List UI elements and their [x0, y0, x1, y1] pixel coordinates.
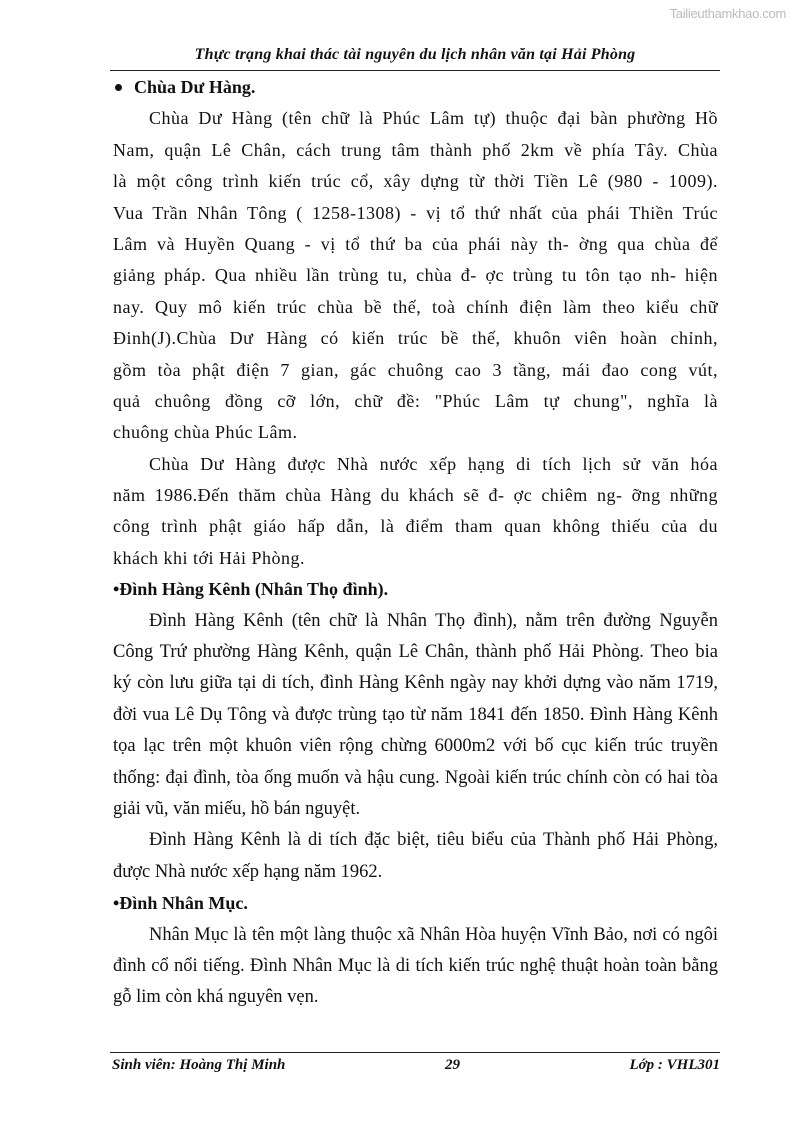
- paragraph-line: Chùa Dư Hàng (tên chữ là Phúc Lâm tự) thuộc đại bàn phường Hồ: [149, 108, 718, 129]
- paragraph-line: được Nhà nước xếp hạng năm 1962.: [113, 861, 383, 882]
- paragraph-line: khách khi tới Hải Phòng.: [113, 547, 305, 568]
- footer-class: Lớp : VHL301: [629, 1057, 720, 1073]
- section-heading: [113, 574, 718, 605]
- page-footer: [110, 1057, 720, 1079]
- section-heading-text: •Đình Nhân Mục.: [113, 893, 248, 914]
- footer-rule: [110, 1052, 720, 1053]
- paragraph-line: Vua Trần Nhân Tông ( 1258-1308) - vị tổ thứ nhất của phái Thiền Trúc: [113, 202, 718, 223]
- paragraph-line: đời vua Lê Dụ Tông và được trùng tạo từ năm 1841 đến 1850. Đình Hàng Kênh: [113, 704, 718, 725]
- paragraph-line: giải vũ, văn miếu, hồ bán nguyệt.: [113, 798, 361, 819]
- section-heading-text: •Đình Hàng Kênh (Nhân Thọ đình).: [113, 579, 389, 600]
- page-number: 29: [445, 1057, 460, 1073]
- paragraph-line: Chùa Dư Hàng được Nhà nước xếp hạng di tích lịch sử văn hóa: [149, 453, 718, 474]
- paragraph-line: nay. Quy mô kiến trúc chùa bề thế, toà chính điện làm theo kiểu chữ: [113, 296, 718, 317]
- paragraph-line: công trình phật giáo hấp dẫn, là điểm tham quan không thiếu của du: [113, 516, 718, 537]
- paragraph-line: quả chuông đồng cỡ lớn, chữ đề: "Phúc Lâm tự chung", nghĩa là: [113, 390, 718, 411]
- bullet-icon: [115, 84, 122, 91]
- paragraph-line: Đình Hàng Kênh (tên chữ là Nhân Thọ đình), nằm trên đường Nguyễn: [149, 610, 718, 631]
- section-heading: [113, 888, 718, 919]
- footer-student: Sinh viên: Hoàng Thị Minh: [112, 1057, 286, 1073]
- section-heading: [113, 72, 718, 103]
- paragraph-line: gỗ lim còn khá nguyên vẹn.: [113, 987, 319, 1008]
- paragraph-line: Nhân Mục là tên một làng thuộc xã Nhân Hòa huyện Vĩnh Bảo, nơi có ngôi: [149, 924, 718, 945]
- paragraph-line: Đinh(J).Chùa Dư Hàng có kiến trúc bề thế, khuôn viên hoàn chỉnh,: [113, 328, 718, 349]
- running-header: Thực trạng khai thác tài nguyên du lịch nhân văn tại Hải Phòng: [194, 46, 636, 63]
- paragraph-line: ký còn lưu giữa tại di tích, đình Hàng Kênh ngày nay khởi dựng vào năm 1719,: [113, 673, 718, 694]
- paragraph-line: thống: đại đình, tòa ống muốn và hậu cung. Ngoài kiến trúc chính còn có hai tòa: [113, 767, 718, 788]
- paragraph-line: chuông chùa Phúc Lâm.: [113, 422, 298, 443]
- document-body: [113, 72, 718, 1014]
- section-heading-text: Chùa Dư Hàng.: [134, 77, 256, 97]
- paragraph-line: Lâm và Huyền Quang - vị tổ thứ ba của phái này th- ờng qua chùa để: [113, 233, 718, 254]
- header-rule: [110, 70, 720, 71]
- paragraph-line: tọa lạc trên một khuôn viên rộng chừng 6000m2 với bố cục kiến trúc truyền: [113, 736, 718, 757]
- paragraph-line: Công Trứ phường Hàng Kênh, quận Lê Chân, thành phố Hải Phòng. Theo bia: [113, 642, 718, 663]
- paragraph-line: năm 1986.Đến thăm chùa Hàng du khách sẽ đ- ợc chiêm ng- ỡng những: [113, 485, 718, 506]
- paragraph-line: đình cổ nổi tiếng. Đình Nhân Mục là di tích kiến trúc nghệ thuật hoàn toàn bằng: [113, 955, 718, 976]
- paragraph-line: Nam, quận Lê Chân, cách trung tâm thành phố 2km về phía Tây. Chùa: [113, 139, 718, 160]
- paragraph-line: Đình Hàng Kênh là di tích đặc biệt, tiêu biểu của Thành phố Hải Phòng,: [149, 830, 718, 851]
- paragraph-line: giảng pháp. Qua nhiều lần trùng tu, chùa đ- ợc trùng tu tôn tạo nh- hiện: [113, 265, 718, 286]
- watermark: Tailieuthamkhao.com: [669, 6, 786, 21]
- paragraph-line: là một công trình kiến trúc cổ, xây dựng từ thời Tiền Lê (980 - 1009).: [113, 171, 718, 192]
- paragraph-line: gồm tòa phật điện 7 gian, gác chuông cao 3 tầng, mái đao cong vút,: [113, 359, 718, 380]
